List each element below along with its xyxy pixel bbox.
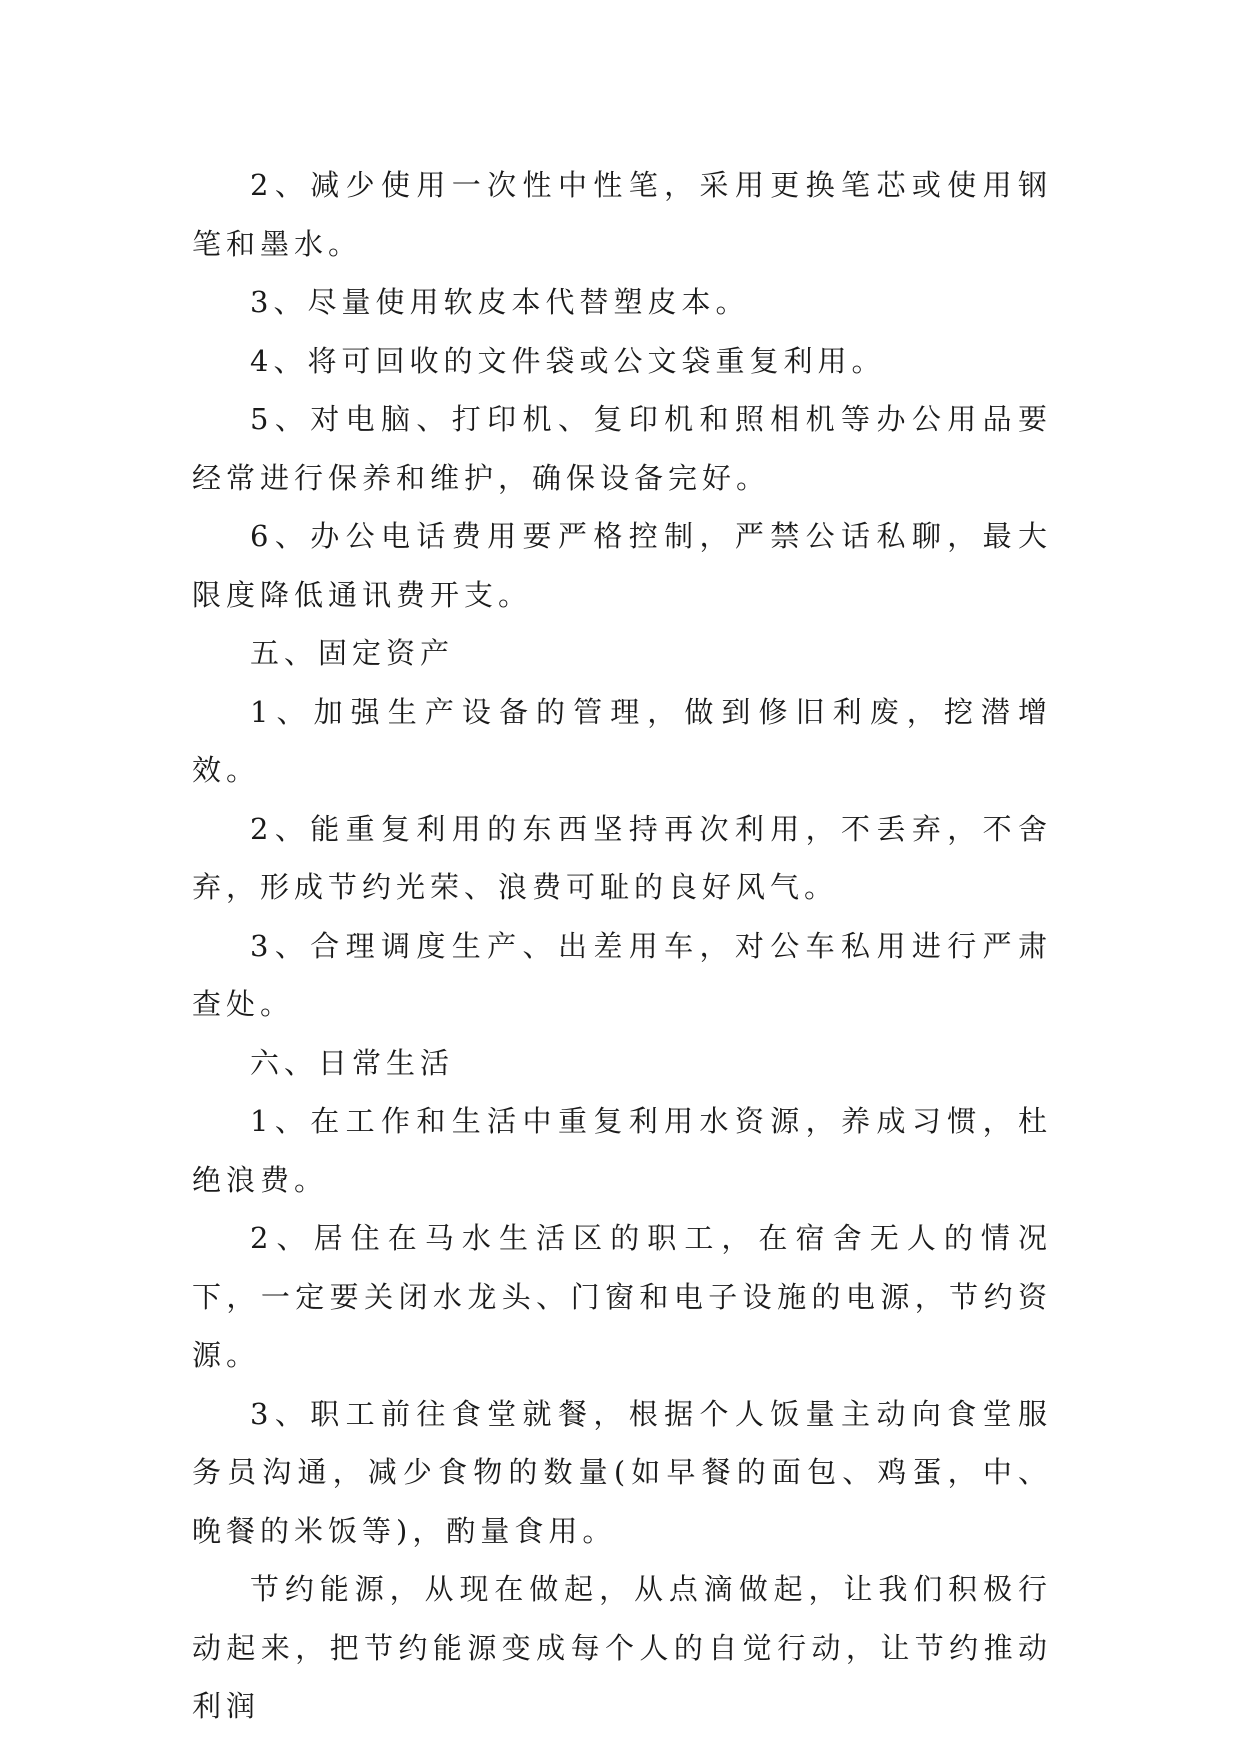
paragraph-conclusion: 节约能源，从现在做起，从点滴做起，让我们积极行动起来，把节约能源变成每个人的自觉行动，让节约推动利润 xyxy=(192,1572,1052,1723)
paragraph-item-4-envelopes: 4、将可回收的文件袋或公文袋重复利用。 xyxy=(250,343,886,378)
paragraph-item-2-dormitory: 2、居住在马水生活区的职工，在宿舍无人的情况下，一定要关闭水龙头、门窗和电子设施的电源，节约资源。 xyxy=(192,1221,1052,1372)
paragraph-item-3-notebooks: 3、尽量使用软皮本代替塑皮本。 xyxy=(250,285,750,319)
section-heading-fixed-assets: 五、固定资产 xyxy=(250,636,455,670)
section-heading-daily-life: 六、日常生活 xyxy=(250,1045,455,1080)
paragraph-item-1-water: 1、在工作和生活中重复利用水资源，养成习惯，杜绝浪费。 xyxy=(192,1104,1052,1197)
document-body xyxy=(192,156,1052,1736)
paragraph-item-3-canteen: 3、职工前往食堂就餐，根据个人饭量主动向食堂服务员沟通，减少食物的数量(如早餐的面包、鸡蛋，中、晚餐的米饭等)，酌量食用。 xyxy=(192,1396,1052,1548)
paragraph-item-2-pens: 2、减少使用一次性中性笔，采用更换笔芯或使用钢笔和墨水。 xyxy=(192,168,1052,261)
paragraph-item-1-production: 1、加强生产设备的管理，做到修旧利废，挖潜增效。 xyxy=(192,694,1052,787)
paragraph-item-2-reuse: 2、能重复利用的东西坚持再次利用，不丢弃，不舍弃，形成节约光荣、浪费可耻的良好风气。 xyxy=(192,811,1052,904)
paragraph-item-6-telephone: 6、办公电话费用要严格控制，严禁公话私聊，最大限度降低通讯费开支。 xyxy=(192,519,1052,612)
paragraph-item-5-equipment: 5、对电脑、打印机、复印机和照相机等办公用品要经常进行保养和维护，确保设备完好。 xyxy=(192,402,1052,495)
paragraph-item-3-vehicles: 3、合理调度生产、出差用车，对公车私用进行严肃查处。 xyxy=(192,928,1052,1021)
